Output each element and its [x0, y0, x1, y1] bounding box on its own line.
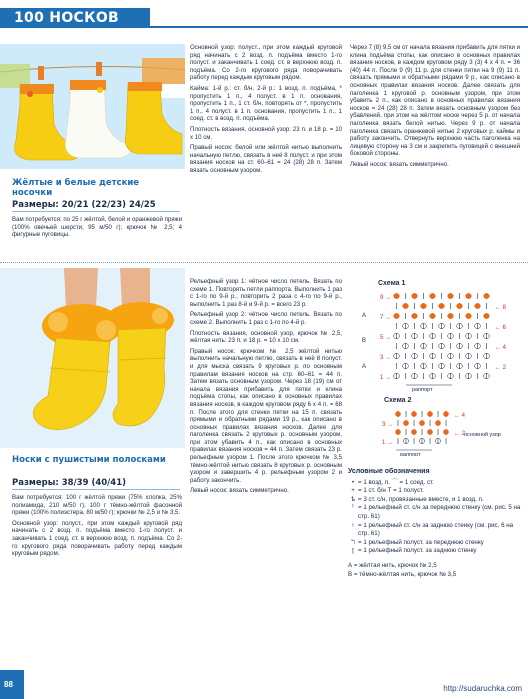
fluffy-socks-photo: [0, 268, 185, 448]
schema-stitch-mark: [411, 411, 416, 416]
item1-sizes: Размеры: 20/21 (22/23) 24/25: [12, 200, 156, 210]
schema-row-label: 1 →: [380, 375, 392, 381]
schema1-mark-a-lower: А: [362, 364, 367, 370]
legend-item: [348, 522, 522, 539]
item1-materials: Вам потребуется: по 25 г жёлтой, белой и оранжевой пряжи (100% овечьей шерсти, 95 м/50 г); крючок № 2,5; 4 фигурные пуговицы.: [12, 216, 182, 239]
schema-stitch-mark: [475, 303, 481, 308]
schema-stitch-mark: [439, 303, 445, 308]
col3-paragraph-1: Через 7 (8) 9,5 см от начала вязания прибавить для пятки и клина подъёма стопы, как описано в основных правилах вязания носков, в каждом круговом ряду 3 (3) 4 х 4 п. = 36 (40) 44 п. После 9 (9) 11 р. для стенки пятки на 9 (9) 11 п. связать прямыми и обратными рядами 9 р., как описано в основных правилах вязания носков. Далее связать для паголенка 1 круговой р. основным узором, при этом убавить 2 п., как описано в основных правилах вязания носков = 24 (28) 28 п. Затем вязать основным узором без убавлений, при этом на жёлтом носке через 5 р. от начала паголенка вязать белой нитью. Через 9 р. от начала паголенка связать оранжевой нитью 2 круговых р. каймы и работу закончить. Отвернуть верхнюю часть паголенка на лицевую сторону на 3 см и закрепить пуговицей с внешней боковой стороны.: [350, 44, 520, 158]
legend-text: = 3 ст. с/н, провязанные вместе, и 1 возд. п.: [358, 495, 484, 503]
schema1-mark-b: В: [362, 338, 367, 344]
item1-title: Жёлтые и белые детские носочки: [12, 178, 140, 198]
legend-symbol: •: [351, 478, 355, 486]
legend-text: = 1 ст. б/н Т = 1 полуст.: [358, 487, 424, 495]
legend-item: [348, 539, 522, 548]
schema-row-label: 3 →: [380, 355, 392, 361]
baby-socks-illustration: [0, 44, 185, 169]
schema-row-label: 3 →: [382, 422, 394, 428]
col2b-paragraph-5: Левый носок: вязать симметрично.: [190, 487, 289, 495]
section-title: 100 НОСКОВ: [0, 8, 150, 28]
schema1-diagram: [360, 288, 520, 392]
item2-rule: [12, 489, 180, 490]
col2b-paragraph-4: Правый носок: крючком № 2,5 жёлтой нитью выполнить начальную петлю, связать в неё 8 полуст. и для мыска связать 9 круговых р. по основным правилам вязания носков на стр. 60–61 = 44 п. Затем вязать основным узором. Через 18 (19) см от начала вязания прибавить для пятки и клина подъёма стопы, как описано в основных правилах вязания носков, в каждом круговом ряду 6 х 4 п. = 68 п. После этого для стенки пятки на 15 п. связать прямыми и обратными рядами 19 р., как описано в основных правилах вязания носков. Далее для паголенка связать 2 круговых р. основным узором, при этом убавить 4 п., как описано в основных правилах вязания носков = 44 п. Затем связать 23 р. рельефным узором 1. После этого крючком № 3,5 тёмно-жёлтой нитью связать 8 круговых р. основным узором и завершить 4 р. рельефным узором 2 и работу закончить.: [190, 347, 342, 484]
section-divider: [0, 262, 528, 263]
schema-row-label: ← 4: [454, 413, 466, 419]
schema-stitch-mark: [443, 429, 448, 434]
schema-stitch-mark: [484, 313, 490, 318]
schema-stitch-mark: [443, 411, 448, 416]
fluffy-socks-illustration: [0, 268, 185, 448]
legend-symbol: ᶠ: [352, 504, 354, 512]
legend-symbol: ѣ: [351, 495, 355, 503]
schema-stitch-mark: [448, 293, 454, 298]
schema-stitch-mark: [421, 303, 427, 308]
col2-paragraph-3: Плотность вязания, основной узор: 23 п. и 18 р. = 10 х 10 см.: [190, 125, 342, 141]
schema-row-label: ← 8: [495, 305, 507, 311]
schema-stitch-mark: [412, 313, 418, 318]
schema-stitch-mark: [466, 293, 472, 298]
item2-materials: Вам потребуется: 100 г жёлтой пряжи (75% хлопка, 25% полиамида, 210 м/50 г); 100 г тёмно-жёлтой фасонной пряжи (100% полиэстера, 80 м/50 г); крючки № 2,5 и № 3,5.: [12, 494, 182, 517]
schema-stitch-mark: [435, 420, 440, 425]
legend-item: [348, 479, 522, 488]
schema-row-label: 1 →: [382, 440, 394, 446]
schema-stitch-mark: [427, 411, 432, 416]
schema-row-label: ← 2: [495, 365, 507, 371]
schema-row-label: ← 4: [495, 345, 507, 351]
schema-stitch-mark: [448, 313, 454, 318]
col2b-text-block: [190, 278, 342, 498]
legend-text: = 1 рельефный ст. с/н за переднюю стенку (см. рис. 5 на стр. 61): [358, 504, 521, 520]
schema-stitch-mark: [457, 303, 463, 308]
schema-stitch-mark: [430, 313, 436, 318]
schema-row-label: 9 →: [380, 295, 392, 301]
legend-item: [348, 547, 522, 556]
schema-stitch-mark: [484, 293, 490, 298]
legend-symbol: ᶡ: [352, 521, 354, 529]
col2b-paragraph-2: Рельефный узор 2: чётное число петель. Вязать по схеме 2. Выполнить 1 раз с 1-го по 4-й р.: [190, 311, 342, 326]
schema-stitch-mark: [466, 313, 472, 318]
schema-stitch-mark: [394, 313, 400, 318]
legend-title: Условные обозначения: [348, 468, 430, 475]
legend-item: [348, 496, 522, 505]
legend-color-b: В = тёмно-жёлтая нить, крючок № 3,5: [348, 570, 457, 578]
header-rule: [150, 26, 528, 28]
schema2-rapport-label: раппорт: [400, 452, 421, 456]
schema-stitch-mark: [394, 293, 400, 298]
schema-stitch-mark: [430, 293, 436, 298]
item1-materials-block: [12, 216, 182, 242]
item2-title: Носки с пушистыми полосками: [12, 455, 166, 465]
baby-socks-photo: [0, 44, 185, 169]
item2-text-block: [12, 494, 182, 561]
col3-text-block: [350, 44, 520, 172]
legend-symbol: +: [351, 487, 355, 495]
site-url[interactable]: http://sudaruchka.com: [443, 684, 522, 693]
legend-text: = 1 возд. п. ⌒ = 1 соед. ст.: [358, 478, 434, 486]
col2-text-block: [190, 44, 342, 178]
schema-stitch-mark: [395, 411, 400, 416]
schema1-title: Схема 1: [378, 280, 406, 287]
schema-stitch-mark: [403, 420, 408, 425]
legend-item: [348, 504, 522, 521]
legend-text: = 1 рельефный ст. с/н за заднюю стенку (см. рис. 6 на стр. 61): [358, 521, 514, 538]
schema-stitch-mark: [411, 429, 416, 434]
item2-pattern: Основной узор: полуст., при этом каждый круговой ряд начинать с 2 возд. п. подъёма вместо 1-го полуст. и заканчивать 1 соед. ст. в верхнюю возд. п. подъёма. Со 2-го кругового ряда поворачивать работу перед каждым круговым рядом.: [12, 519, 182, 558]
schema1-rapport-label: раппорт: [412, 387, 433, 392]
schema-stitch-mark: [419, 420, 424, 425]
item1-rule: [12, 211, 180, 212]
col2b-paragraph-1: Рельефный узор 1: чётное число петель. Вязать по схеме 1. Повторять петли раппорта. Выполнить 1 раз с 1-го по 9-й р., повторить 2 раза с 4-го по 9-й р., выполнить 1 раз 8-й и 9-й р. = всего 23 р.: [190, 278, 342, 308]
col3-paragraph-2: Левый носок: вязать симметрично.: [350, 160, 449, 168]
legend-item: [348, 487, 522, 496]
item2-sizes: Размеры: 38/39 (40/41): [12, 478, 126, 488]
schema-stitch-mark: [412, 293, 418, 298]
schema-stitch-mark: [395, 429, 400, 434]
legend-symbol: ʈ: [352, 547, 354, 555]
schema2-diagram: [372, 406, 512, 456]
schema-row-label: 7 →: [380, 315, 392, 321]
legend-text: = 1 рельефный полуст. за заднюю стенку: [358, 547, 477, 555]
schema-row-label: ← 6: [495, 325, 507, 331]
col2-paragraph-2: Кайма: 1-й р.: ст. б/н, 2-й р.: 1 возд. п. подъёма, * пропустить 1 п., 4 полуст. в 1 п. основания, пропустить 1 п., 1 ст. б/н, повторять от *, пропустить 1 п., 4 полуст. в 1 п. основания, пропустить 1 п., 1 соед. ст. в возд. п. подъёма.: [190, 84, 342, 123]
legend-symbol: ℸ: [351, 538, 355, 546]
legend-color-a: А = жёлтая нить, крючок № 2,5: [348, 561, 437, 569]
schema-row-label: 5 →: [380, 335, 392, 341]
schema1-mark-a-upper: А: [362, 313, 367, 319]
legend-text: = 1 рельефный полуст. за переднюю стенку: [358, 538, 484, 546]
schema2-side-note: основной узор: [464, 432, 501, 438]
col2-paragraph-4: Правый носок: белой или жёлтой нитью выполнить начальную петлю, связать в неё 8 полуст. и при этом вязания носков на ст. 60–61 = 24 (28) 28 п. Затем вязать основным узором.: [190, 144, 342, 174]
page-number: 88: [0, 670, 24, 699]
col2b-paragraph-3: Плотность вязания, основной узор, крючок № 2,5, жёлтая нить: 23 п. и 18 р. = 10 х 10 см.: [190, 329, 342, 345]
col2-paragraph-1: Основной узор: полуст., при этом каждый круговой ряд начинать с 2 возд. п. подъёма вместо 1-го полуст. и заканчивать 1 соед. ст. в верхнюю возд. п. подъёма. Со 2-го кругового ряда поворачивать работу перед каждым круговым рядом.: [190, 44, 342, 82]
legend-block: [348, 468, 522, 579]
schema2-title: Схема 2: [384, 397, 412, 404]
schema-stitch-mark: [403, 303, 409, 308]
page-header: [0, 0, 528, 28]
schema-row-label: ← 2: [454, 431, 466, 437]
schema-stitch-mark: [427, 429, 432, 434]
